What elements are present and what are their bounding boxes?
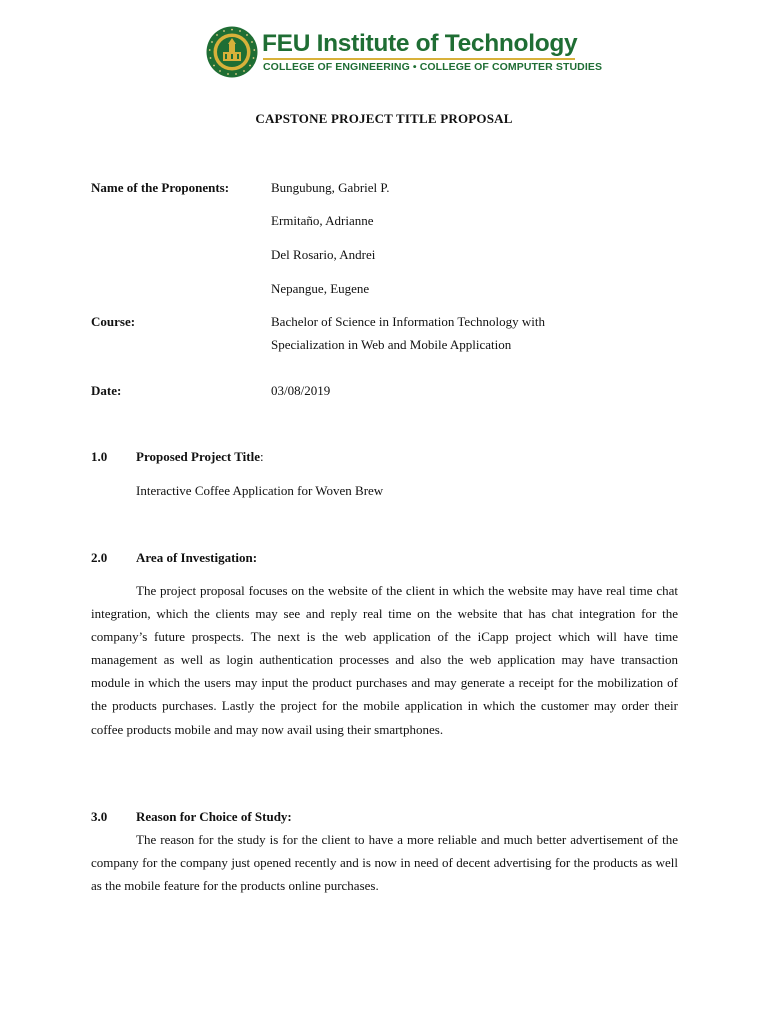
section-title: [136, 449, 264, 465]
date-value: 03/08/2019: [271, 383, 331, 398]
section-number: 2.0: [91, 550, 108, 565]
proponent-name: Del Rosario, Andrei: [271, 247, 376, 262]
area-of-investigation-paragraph: [91, 579, 678, 741]
date-label: Date:: [91, 383, 122, 398]
institution-colleges: COLLEGE OF ENGINEERING • COLLEGE OF COMPUTER STUDIES: [263, 61, 603, 73]
institution-header: [206, 24, 603, 84]
section-title-colon: :: [259, 449, 264, 464]
section-title: Area of Investigation:: [136, 550, 258, 565]
proposed-project-title: Interactive Coffee Application for Woven Brew: [136, 483, 384, 498]
section-title-text: Proposed Project Title: [136, 449, 260, 464]
document-title: CAPSTONE PROJECT TITLE PROPOSAL: [255, 111, 513, 126]
header-divider: [263, 58, 575, 60]
institution-name: FEU Institute of Technology: [262, 30, 578, 57]
course-label: Course:: [91, 314, 136, 329]
proponent-name: Bungubung, Gabriel P.: [271, 180, 390, 195]
paragraph-text: The reason for the study is for the client to have a more reliable and much better advertisement of the company for the company just opened recently and is now in need of decent advertising for the products as well as the mobile feature for the products online purchases.: [91, 832, 678, 894]
section-number: 3.0: [91, 809, 108, 824]
reason-for-study-paragraph: [91, 828, 678, 897]
section-title: Reason for Choice of Study:: [136, 809, 292, 824]
feu-seal-logo: [206, 26, 258, 78]
course-line: Specialization in Web and Mobile Application: [271, 337, 512, 352]
course-line: Bachelor of Science in Information Technology with: [271, 314, 545, 329]
proponent-name: Ermitaño, Adrianne: [271, 213, 374, 228]
proponent-name: Nepangue, Eugene: [271, 281, 370, 296]
proponents-label: Name of the Proponents:: [91, 180, 230, 195]
paragraph-text: The project proposal focuses on the website of the client in which the website may have real time chat integration, which the clients may see and reply real time on the website that has chat integration for the company’s future prospects. The next is the web application of the iCapp project which will have time management as well as login authentication processes and also the web application may have transaction module in which the users may input the product purchases and may generate a receipt for the mobilization of the products purchases. Lastly the project for the mobile application in which the customer may order their coffee products mobile and may now avail using their smartphones.: [91, 583, 678, 737]
section-number: 1.0: [91, 449, 108, 464]
